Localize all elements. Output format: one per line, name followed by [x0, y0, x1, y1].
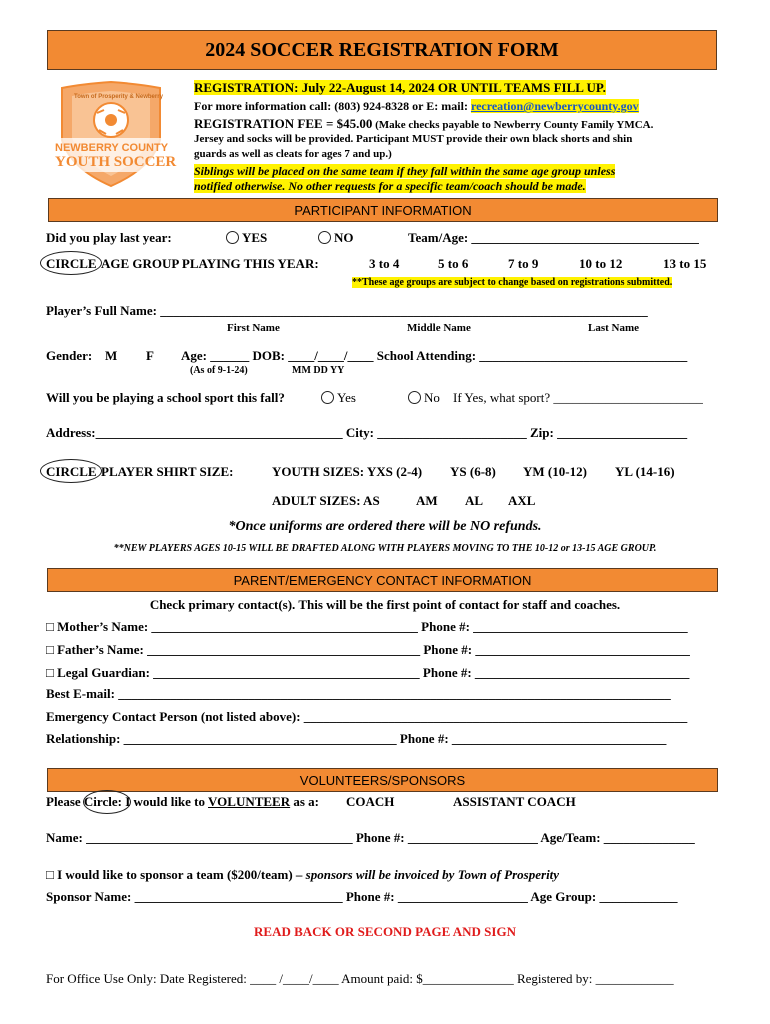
team-age-field[interactable]: Team/Age: ___________________________________ [408, 230, 699, 245]
email-field[interactable]: Best E-mail: _____________________________________________________________________________________ [46, 686, 671, 701]
refund-note: *Once uniforms are ordered there will be NO refunds. [228, 519, 542, 534]
age-group-option[interactable]: 5 to 6 [438, 256, 469, 271]
circle-word: CIRCLE [46, 464, 97, 479]
adult-sizes-label[interactable]: ADULT SIZES: AS [272, 493, 380, 508]
as-of-caption: (As of 9-1-24) [190, 365, 248, 376]
form-title: 2024 SOCCER REGISTRATION FORM [47, 30, 717, 70]
as-a-text: as a: [293, 794, 320, 809]
siblings-text-1: Siblings will be placed on the same team if they fall within the same age group unless [194, 164, 616, 178]
sport-if-yes-field[interactable]: If Yes, what sport? _______________________ [453, 390, 703, 405]
youth-size-option[interactable]: YS (6-8) [450, 464, 496, 479]
volunteer-line [46, 794, 319, 810]
sport-no-label: No [424, 390, 440, 405]
logo-line2: YOUTH SOCCER [55, 154, 177, 170]
please-text: Please [46, 794, 81, 809]
age-note-text: **These age groups are subject to change based on registrations submitted. [352, 277, 673, 288]
adult-size-option[interactable]: AXL [508, 493, 536, 508]
age-dob-school-field[interactable]: Age: ______ DOB: ____/____/____ School Attending: ________________________________ [181, 348, 688, 363]
jersey-line-2: guards as well as cleats for ages 7 and up.) [194, 148, 392, 160]
age-group-label: AGE GROUP PLAYING THIS YEAR: [101, 256, 319, 271]
sponsor-italic-text: sponsors will be invoiced by Town of Prosperity [305, 867, 560, 882]
fee-note: (Make checks payable to Newberry County Family YMCA. [372, 119, 654, 131]
logo-line1: NEWBERRY COUNTY [55, 142, 169, 154]
logo-top-text: Town of Prosperity & Newberry [74, 94, 163, 100]
read-back-note: READ BACK OR SECOND PAGE AND SIGN [254, 924, 516, 939]
fee-main: REGISTRATION FEE = $45.00 [194, 116, 373, 131]
guardian-field[interactable]: □ Legal Guardian: _________________________________________ Phone #: _________________________________ [46, 665, 690, 680]
relationship-field[interactable]: Relationship: __________________________________________ Phone #: _________________________________ [46, 731, 667, 746]
sport-no-option[interactable] [408, 390, 440, 406]
info-line-text: For more information call: (803) 924-8328 or E: mail: [194, 99, 471, 113]
sport-yes-label: Yes [337, 390, 356, 405]
gender-female-option[interactable]: F [146, 348, 154, 363]
circle-word: CIRCLE [46, 256, 97, 271]
sport-yes-option[interactable] [321, 390, 356, 406]
fee-line [194, 115, 653, 133]
coach-option[interactable]: COACH [346, 794, 395, 809]
sport-no-radio-icon[interactable] [408, 391, 421, 404]
gender-label: Gender: [46, 348, 93, 363]
played-yes-option[interactable] [226, 230, 267, 246]
siblings-line-1 [194, 164, 615, 179]
school-sport-label: Will you be playing a school sport this fall? [46, 390, 285, 405]
age-group-note [352, 277, 672, 288]
sponsor-name-field[interactable]: Sponsor Name: ________________________________ Phone #: ____________________ Age Group: ____________ [46, 889, 678, 904]
youth-size-option[interactable]: YL (14-16) [615, 464, 675, 479]
siblings-text-2: notified otherwise. No other requests for a specific team/coach should be made. [194, 179, 586, 193]
registration-line: REGISTRATION: July 22-August 14, 2024 OR UNTIL TEAMS FILL UP. [194, 80, 606, 95]
i-would-text: I would like to [125, 794, 206, 809]
participant-section-header: PARTICIPANT INFORMATION [48, 198, 718, 222]
volunteer-name-field[interactable]: Name: _________________________________________ Phone #: ____________________ Age/Team: ______________ [46, 830, 695, 845]
full-name-field[interactable]: Player’s Full Name: ___________________________________________________________________________ [46, 303, 648, 318]
mother-field[interactable]: □ Mother’s Name: _________________________________________ Phone #: _________________________________ [46, 619, 688, 634]
emergency-contact-field[interactable]: Emergency Contact Person (not listed above): ___________________________________________________________ [46, 709, 688, 724]
age-group-option[interactable]: 7 to 9 [508, 256, 539, 271]
email-link[interactable]: recreation@newberrycounty.gov [470, 99, 639, 113]
siblings-line-2 [194, 179, 586, 194]
check-primary-note: Check primary contact(s). This will be the first point of contact for staff and coaches. [149, 597, 621, 612]
volunteers-section-header: VOLUNTEERS/SPONSORS [47, 768, 718, 792]
dob-caption: MM DD YY [292, 365, 345, 376]
parent-section-header: PARENT/EMERGENCY CONTACT INFORMATION [47, 568, 718, 592]
no-label: NO [334, 230, 354, 245]
sport-yes-radio-icon[interactable] [321, 391, 334, 404]
logo [52, 80, 177, 190]
gender-male-option[interactable]: M [105, 348, 118, 363]
office-use-line: For Office Use Only: Date Registered: ____ /____/____ Amount paid: $______________ Registered by: ____________ [46, 971, 674, 986]
address-field[interactable]: Address:______________________________________ City: _______________________ Zip: ____________________ [46, 425, 688, 440]
jersey-line-1: Jersey and socks will be provided. Participant MUST provide their own black shorts and shin [194, 133, 633, 145]
yes-radio-icon[interactable] [226, 231, 239, 244]
sponsor-main-text: □ I would like to sponsor a team ($200/team) – [46, 867, 306, 882]
age-group-option[interactable]: 3 to 4 [369, 256, 400, 271]
age-group-option[interactable]: 13 to 15 [663, 256, 707, 271]
youth-sizes-label[interactable]: YOUTH SIZES: YXS (2-4) [272, 464, 423, 479]
middle-name-caption: Middle Name [407, 322, 471, 334]
new-players-note: **NEW PLAYERS AGES 10-15 WILL BE DRAFTED ALONG WITH PLAYERS MOVING TO THE 10-12 or 13-15 AGE GROUP. [113, 543, 657, 554]
shirt-size-label: PLAYER SHIRT SIZE: [101, 464, 234, 479]
volunteer-word: VOLUNTEER [208, 794, 291, 809]
assistant-coach-option[interactable]: ASSISTANT COACH [453, 794, 576, 809]
played-no-option[interactable] [318, 230, 354, 246]
father-field[interactable]: □ Father’s Name: __________________________________________ Phone #: _________________________________ [46, 642, 690, 657]
youth-size-option[interactable]: YM (10-12) [523, 464, 587, 479]
adult-size-option[interactable]: AM [416, 493, 438, 508]
last-name-caption: Last Name [588, 322, 640, 334]
no-radio-icon[interactable] [318, 231, 331, 244]
yes-label: YES [242, 230, 268, 245]
adult-size-option[interactable]: AL [465, 493, 484, 508]
registration-dates [194, 80, 606, 96]
info-line [194, 99, 639, 114]
first-name-caption: First Name [227, 322, 280, 334]
circle-word: Circle: [83, 794, 122, 809]
age-group-option[interactable]: 10 to 12 [579, 256, 623, 271]
sponsor-checkbox-line[interactable] [46, 867, 559, 883]
played-last-year-label: Did you play last year: [46, 230, 172, 245]
